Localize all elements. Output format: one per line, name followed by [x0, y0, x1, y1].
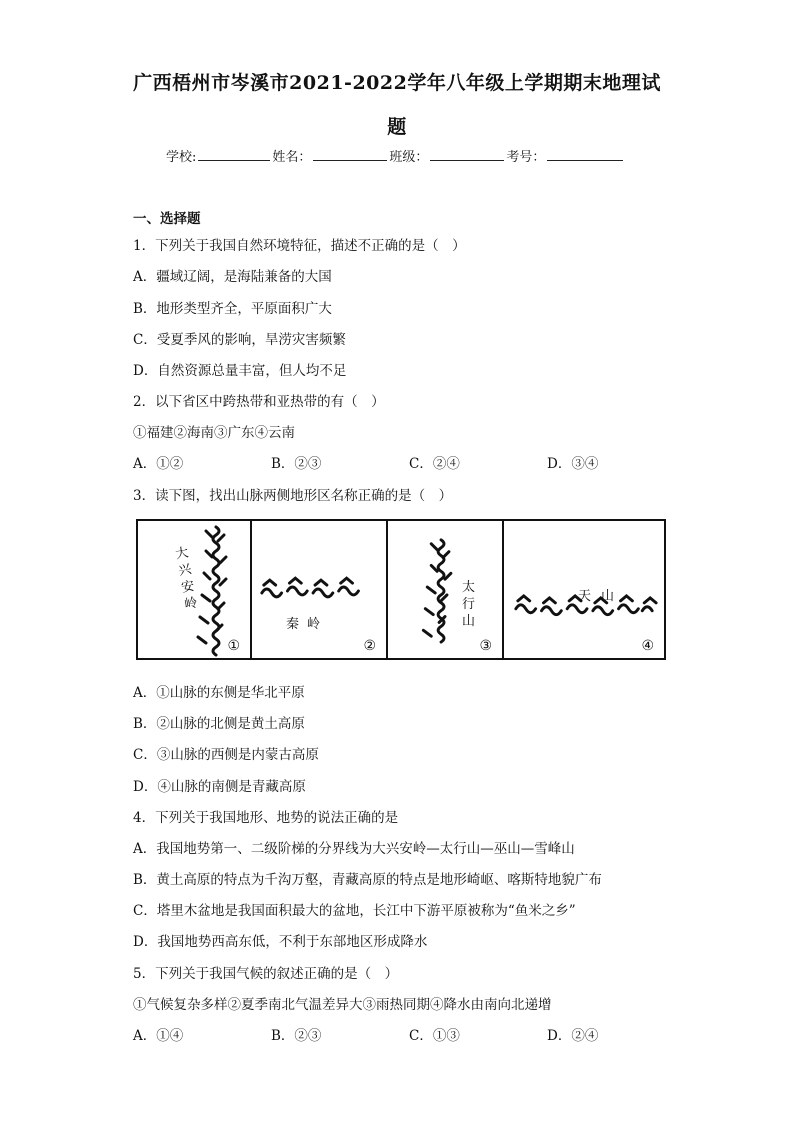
range-label-qinling: 秦岭: [286, 617, 329, 632]
student-info-row: [166, 146, 625, 165]
figure-panel-4: [502, 521, 664, 658]
q2-option-b[interactable]: B．②③: [271, 456, 322, 472]
exam-number-label: 考号：: [506, 150, 546, 165]
panel-number-2: ②: [363, 638, 376, 654]
q5-option-a[interactable]: A．①④: [133, 1028, 184, 1044]
question-1-stem: 1．下列关于我国自然环境特征，描述不正确的是（ ）: [133, 238, 466, 254]
q1-option-c[interactable]: C．受夏季风的影响，旱涝灾害频繁: [133, 332, 346, 348]
q3-option-c[interactable]: C．③山脉的西侧是内蒙古高原: [133, 747, 319, 763]
panel-number-4: ④: [641, 638, 654, 654]
q1-option-a[interactable]: A．疆域辽阔，是海陆兼备的大国: [133, 269, 332, 285]
vertical-label-text: 大 兴 安 岭: [174, 545, 199, 613]
q1-option-b[interactable]: B．地形类型齐全，平原面积广大: [133, 301, 332, 317]
question-4-stem: 4．下列关于我国地形、地势的说法正确的是: [133, 810, 399, 826]
q5-option-c[interactable]: C．①③: [409, 1028, 460, 1044]
panel-number-3: ③: [479, 638, 492, 654]
q4-option-c[interactable]: C．塔里木盆地是我国面积最大的盆地，长江中下游平原被称为“鱼米之乡”: [133, 903, 576, 919]
q1-option-d[interactable]: D．自然资源总量丰富，但人均不足: [133, 363, 347, 379]
class-label: 班级：: [389, 150, 429, 165]
name-blank[interactable]: [313, 146, 387, 161]
q5-option-b[interactable]: B．②③: [271, 1028, 322, 1044]
q3-option-a[interactable]: A．①山脉的东侧是华北平原: [133, 685, 305, 701]
exam-number-blank[interactable]: [547, 146, 623, 161]
question-2-items: ①福建②海南③广东④云南: [133, 425, 295, 441]
question-5-items: ①气候复杂多样②夏季南北气温差异大③雨热同期④降水由南向北递增: [133, 997, 552, 1013]
q2-option-d[interactable]: D．③④: [547, 456, 599, 472]
class-blank[interactable]: [430, 146, 504, 161]
school-blank[interactable]: [198, 146, 270, 161]
q4-option-b[interactable]: B．黄土高原的特点为千沟万壑，青藏高原的特点是地形崎岖、喀斯特地貌广布: [133, 872, 602, 888]
q5-option-d[interactable]: D．②④: [547, 1028, 599, 1044]
section-heading: 一、选择题: [133, 211, 201, 227]
q2-option-c[interactable]: C．②④: [409, 456, 460, 472]
vertical-label-text: 太 行 山: [462, 580, 476, 629]
figure-panel-3: [386, 521, 502, 658]
panel-number-1: ①: [227, 638, 240, 654]
q3-option-b[interactable]: B．②山脉的北侧是黄土高原: [133, 716, 305, 732]
q3-option-d[interactable]: D．④山脉的南侧是青藏高原: [133, 779, 306, 795]
q4-option-d[interactable]: D．我国地势西高东低，不利于东部地区形成降水: [133, 934, 428, 950]
q2-option-a[interactable]: A．①②: [133, 456, 184, 472]
question-2-stem: 2．以下省区中跨热带和亚热带的有（ ）: [133, 394, 385, 410]
q4-option-a[interactable]: A．我国地势第一、二级阶梯的分界线为大兴安岭—太行山—巫山—雪峰山: [133, 841, 575, 857]
mountain-range-figure: [136, 519, 666, 660]
exam-title-line2: 题: [387, 116, 407, 138]
range-label-tianshan: 天山: [578, 589, 625, 604]
exam-title-line1: 广西梧州市岑溪市2021-2022学年八年级上学期期末地理试: [133, 72, 661, 94]
name-label: 姓名：: [272, 150, 312, 165]
figure-panel-1: [138, 521, 250, 658]
question-3-stem: 3．读下图，找出山脉两侧地形区名称正确的是（ ）: [133, 488, 453, 504]
question-5-stem: 5．下列关于我国气候的叙述正确的是（ ）: [133, 966, 399, 982]
range-label-taihangshan: [462, 579, 475, 630]
figure-panel-2: [250, 521, 386, 658]
school-label: 学校:: [166, 150, 197, 165]
